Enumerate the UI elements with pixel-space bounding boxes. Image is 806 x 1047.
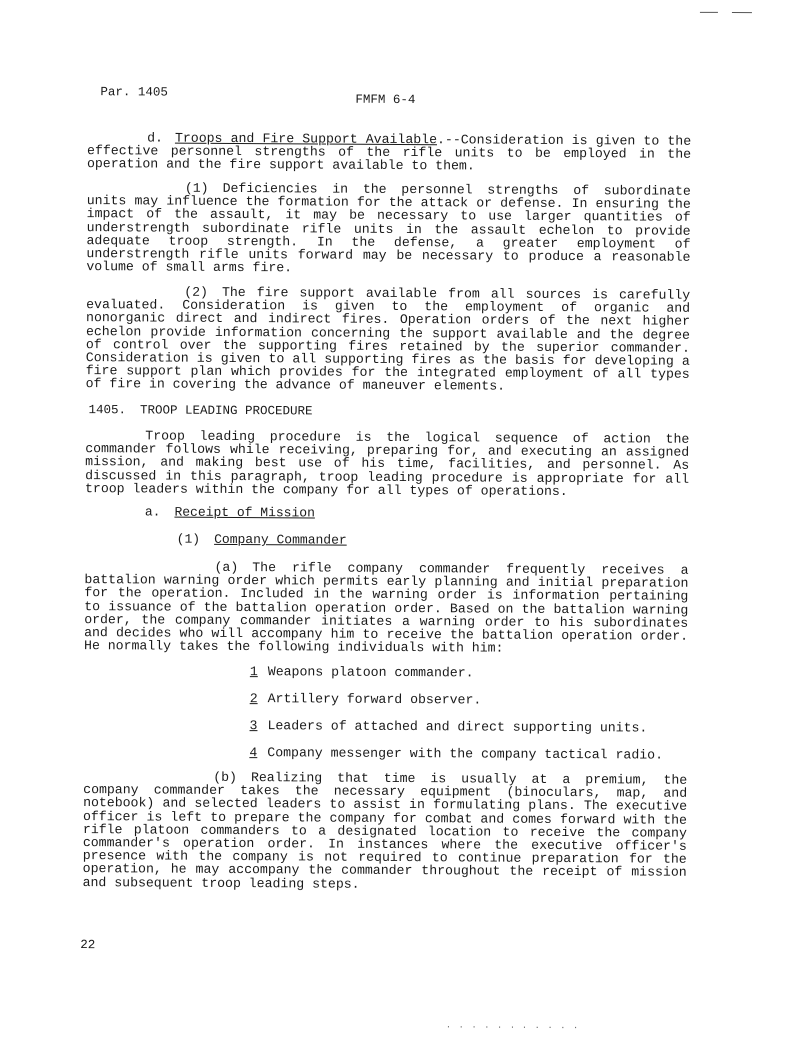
paragraph-d1	[86, 181, 691, 277]
list-item-number: 1	[249, 664, 258, 680]
paragraph-b-label: (b)	[213, 769, 238, 786]
paragraph-b-text: Realizing that time is usually at a premium, the company commander takes the necessary equipment (binoculars, map, and notebook) and selected leaders to assist in formulating plans. The executive officer is left to prepare the company for combat and comes forward with the rifle platoon commanders to a designated location to receive the company commander's operation order. In instances where the executive officer's presence with the company is not required to continue preparation for the operation, he may accompany the commander throughout the receipt of mission and subsequent troop leading steps.	[82, 770, 688, 892]
list-item	[250, 691, 482, 707]
subsection-a1-title: Company Commander	[214, 531, 347, 548]
list-item	[249, 745, 663, 763]
section-d-title: Troops and Fire Support Available	[174, 130, 438, 148]
paragraph-a	[84, 560, 689, 656]
list-item-text: Company messenger with the company tactical radio.	[267, 745, 664, 763]
section-1405-intro	[85, 429, 689, 499]
section-d-text: .--Consideration is given to the effective personnel strengths of the rifle units to be employed in the operation and the fire support available to them.	[86, 132, 692, 174]
section-d-label: d.	[147, 130, 164, 146]
paragraph-d1-text: Deficiencies in the personnel strengths of subordinate units may influence the formation for the attack or defense. In ensuring the impact of the assault, it may be necessary to use larger quantities of understrength subordinate rifle units in the assault echelon to provide adequate troop strength. In the defense, a greater employment of understrength rifle units forward may be necessary to produce a reasonable volume of small arms fire.	[86, 180, 691, 276]
section-title: TROOP LEADING PROCEDURE	[139, 403, 313, 419]
paragraph-reference: Par. 1405	[100, 85, 168, 100]
scan-mark	[732, 12, 752, 13]
paragraph-d2-label: (2)	[184, 284, 209, 300]
paragraph-b	[83, 770, 688, 893]
list-item	[250, 718, 648, 735]
list-item-number: 4	[249, 745, 258, 761]
paragraph-d1-label: (1)	[184, 180, 209, 196]
subsection-a-title: Receipt of Mission	[174, 504, 315, 521]
list-item-number: 3	[249, 718, 258, 734]
subsection-a1-heading	[177, 532, 347, 548]
list-item-text: Leaders of attached and direct supporting units.	[267, 718, 648, 736]
paragraph-a-label: (a)	[214, 559, 239, 576]
list-item-number: 2	[249, 691, 258, 707]
section-d-paragraph	[87, 131, 691, 174]
scan-mark: · · · · · ·	[445, 1022, 517, 1033]
section-1405-heading	[88, 403, 312, 418]
subsection-a-heading	[145, 504, 315, 520]
list-item-text: Weapons platoon commander.	[267, 664, 474, 681]
document-id: FMFM 6-4	[355, 92, 416, 108]
section-number: 1405.	[88, 403, 127, 418]
scan-mark: · · · · ·	[521, 1022, 580, 1034]
subsection-a-label: a.	[144, 504, 161, 520]
paragraph-a-text: The rifle company commander frequently receives a battalion warning order which permits early planning and initial preparation for the operation. Included in the warning order is information pertaining to issuance of the battalion operation order. Based on the battalion warning order, the company commander initiates a warning order to his subordinates and decides who will accompany him to receive the battalion operation order. He normally takes the following individuals with him:	[84, 560, 689, 656]
list-item-text: Artillery forward observer.	[267, 691, 482, 708]
section-1405-intro-text: Troop leading procedure is the logical sequence of action the commander follows while receiving, preparing for, and executing an assigned mission, and making best use of his time, facilities, and personnel. As discussed in this paragraph, troop leading procedure is appropriate for all troop leaders within the company for all types of operations.	[84, 428, 690, 499]
scan-mark	[700, 12, 718, 13]
list-item	[250, 664, 474, 680]
page-number: 22	[80, 938, 96, 953]
subsection-a1-label: (1)	[176, 531, 201, 547]
paragraph-d2	[86, 285, 691, 394]
paragraph-d2-text: The fire support available from all sources is carefully evaluated. Consideration is given to the employment of organic and nonorganic direct and indirect fires. Operation orders of the next higher echelon provide information concerning the support available and the degree of control over the supporting fires retained by the superior commander. Consideration is given to all supporting fires as the basis for developing a fire support plan which provides for the integrated employment of all types of fire in covering the advance of maneuver elements.	[85, 284, 691, 395]
